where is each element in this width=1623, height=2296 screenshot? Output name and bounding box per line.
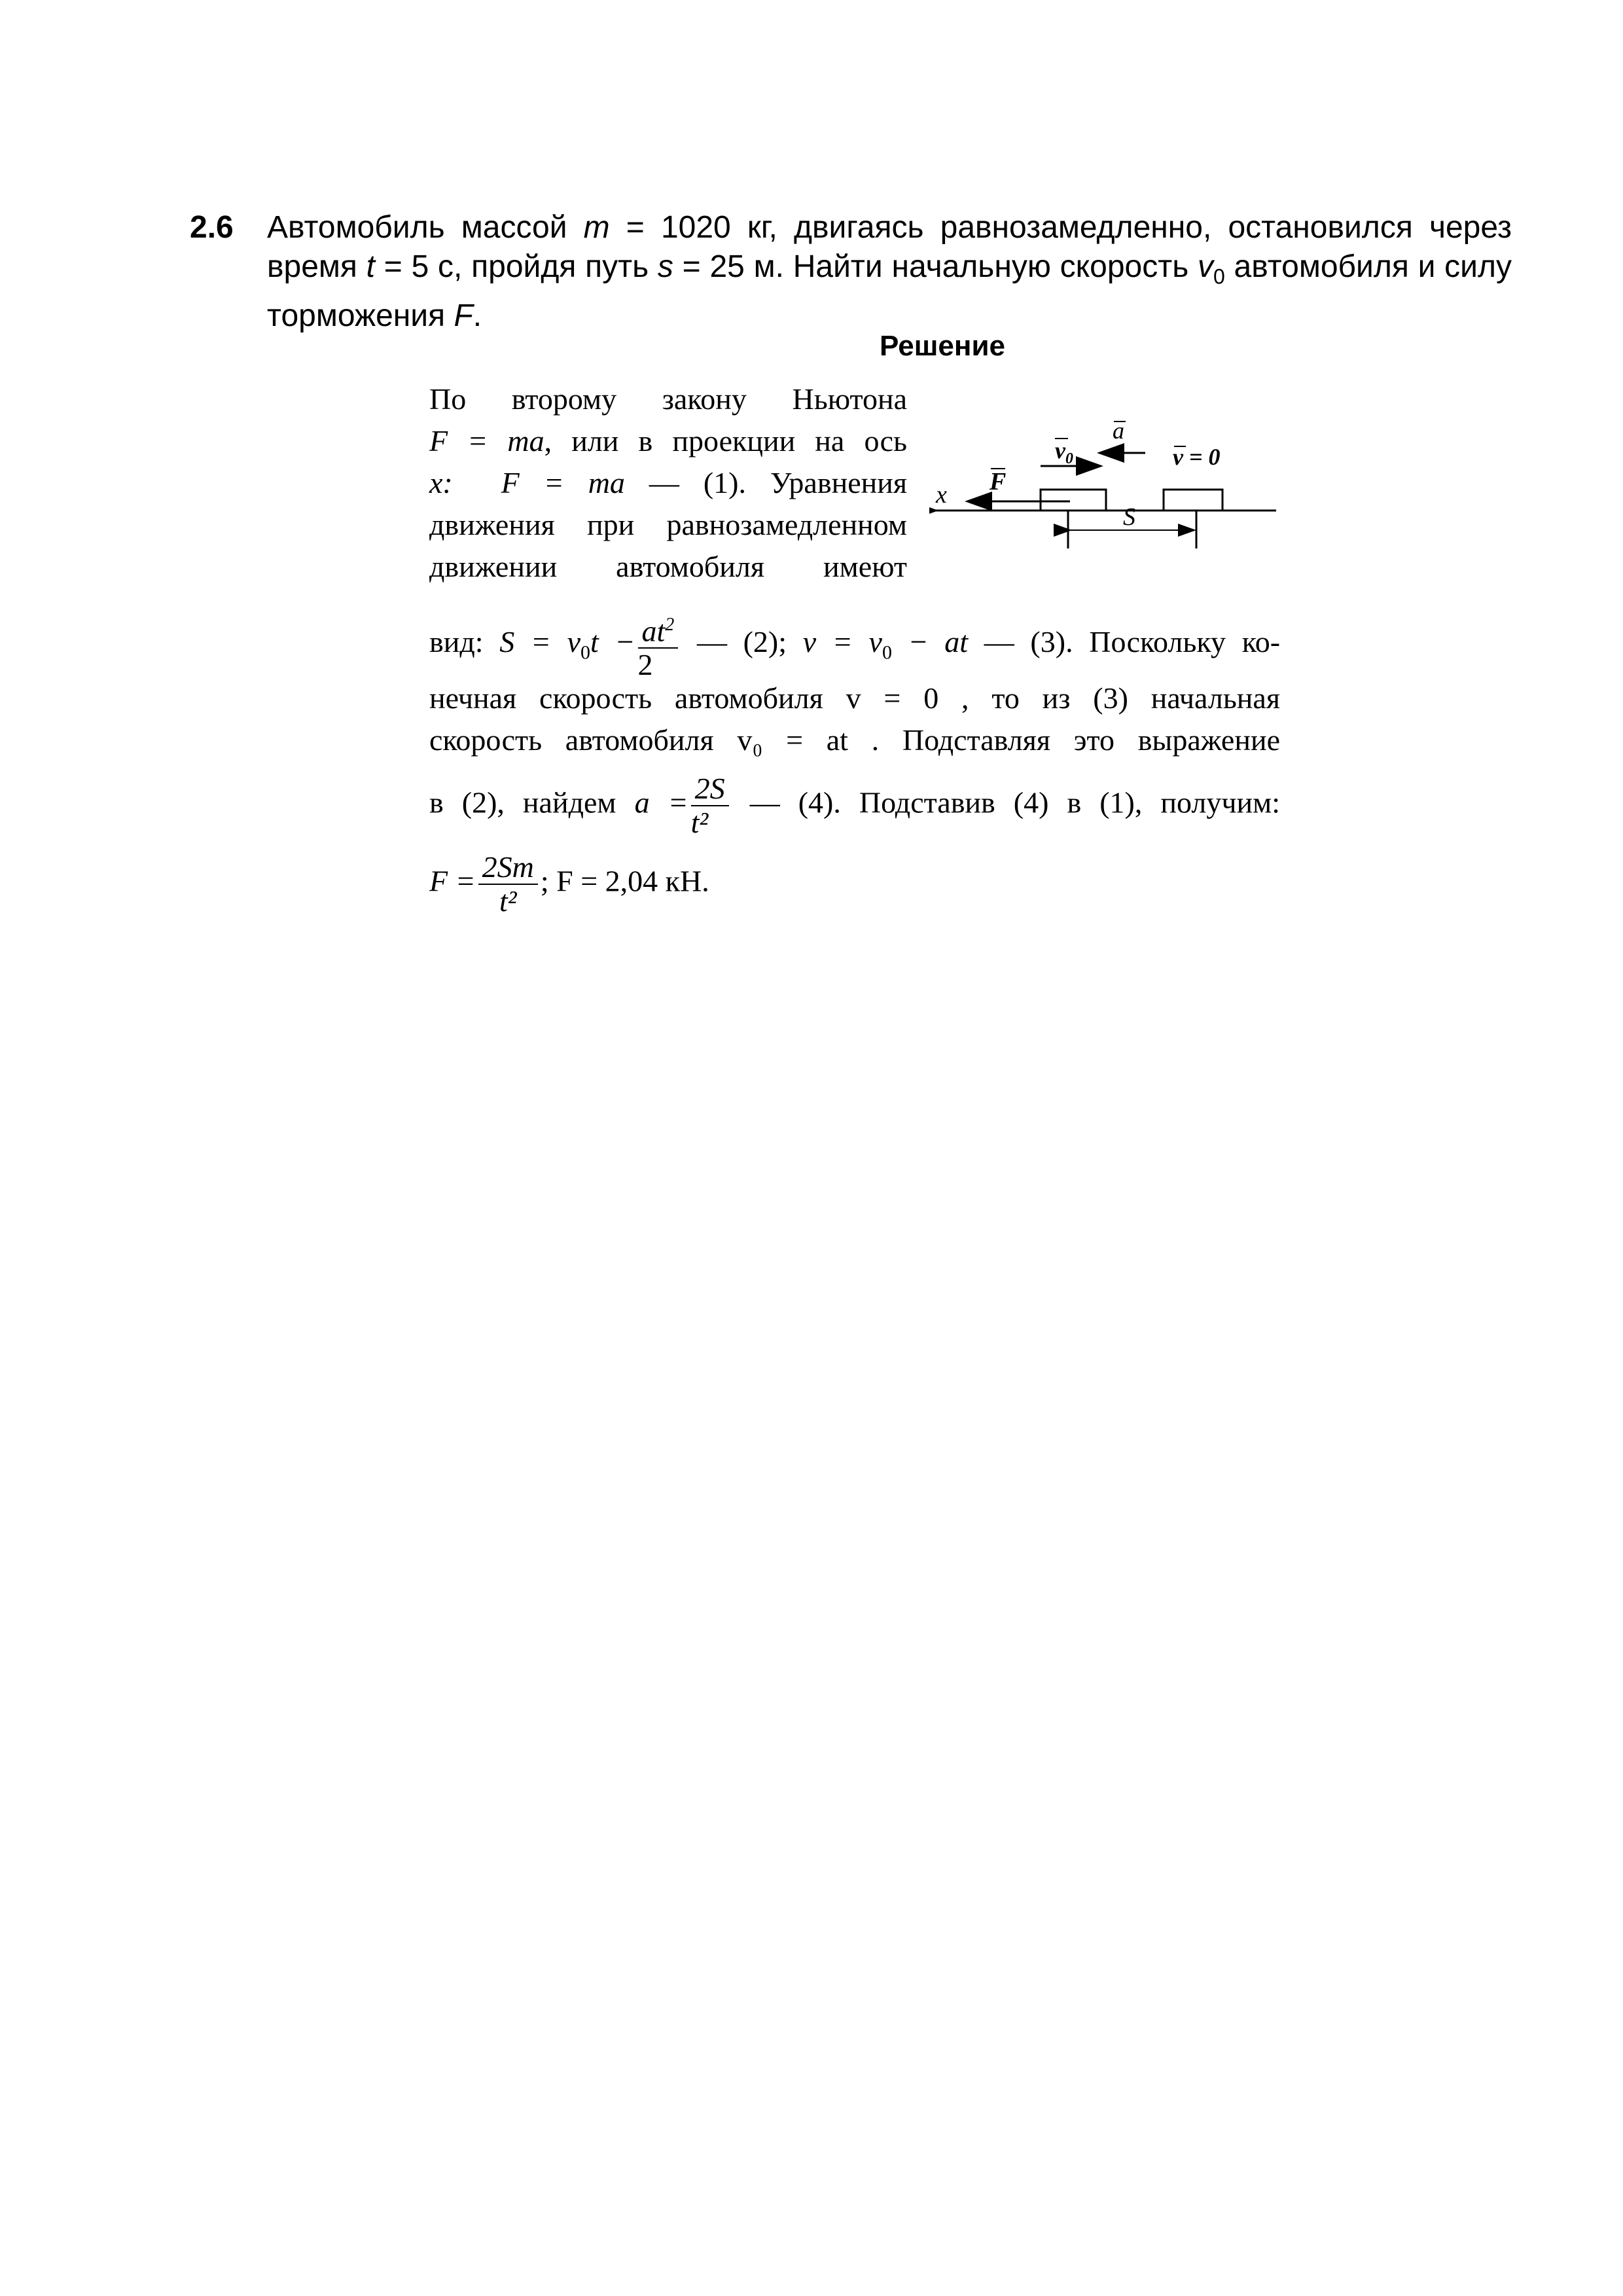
force-label: F (990, 468, 1007, 495)
solution-line-6: вид: $S = v_0t$ − $\frac{at^2}{2}$ — (2); $v = v_0$ − at — (3). Поскольку ко- (429, 609, 1280, 681)
solution-line-3: x: F = ma — (1). Уравнения (429, 466, 908, 499)
solution-block-top (429, 378, 907, 588)
solution-line-9: в (2), найдем a = $\frac{2S}{\text{t²}}$ — (4). Подставив (4) в (1), получим: (429, 772, 1280, 839)
solution-line-10: F = $\frac{2Sm}{\text{t²}}$ ; F = 2,04 кН. (429, 850, 709, 918)
motion-diagram (929, 412, 1283, 563)
accel-label: a (1113, 418, 1124, 444)
solution-line-4: движения при равнозамедленном (429, 508, 907, 541)
solution-line-1: По второму закону Ньютона (429, 382, 907, 416)
solution-line-5: движении автомобиля имеют (429, 550, 907, 583)
problem-statement (190, 208, 1512, 336)
problem-text: Автомобиль массой m = 1020 кг, двигаясь равнозамедленно, остановился через время t = 5 с, пройдя путь s = 25 м. Найти начальную скорость $v_0$ автомобиля и силу торможения F. (267, 210, 1512, 333)
v0-label: $v_0$ (1055, 437, 1073, 467)
solution-line-2: F = ma, или в проекции на ось (429, 424, 908, 457)
solution-line-7: нечная скорость автомобиля v = 0 , то из (3) начальная (429, 681, 1280, 715)
car-start (1041, 490, 1106, 511)
x-axis-label: x (936, 481, 947, 509)
v-end-label: v = 0 (1173, 444, 1221, 470)
problem-number: 2.6 (190, 210, 234, 245)
s-label: S (1123, 503, 1135, 531)
solution-line-8: скорость автомобиля v₀ = at . Подставляя это выражение (429, 723, 1280, 757)
car-end (1164, 490, 1222, 511)
solution-heading: Решение (880, 330, 1005, 362)
